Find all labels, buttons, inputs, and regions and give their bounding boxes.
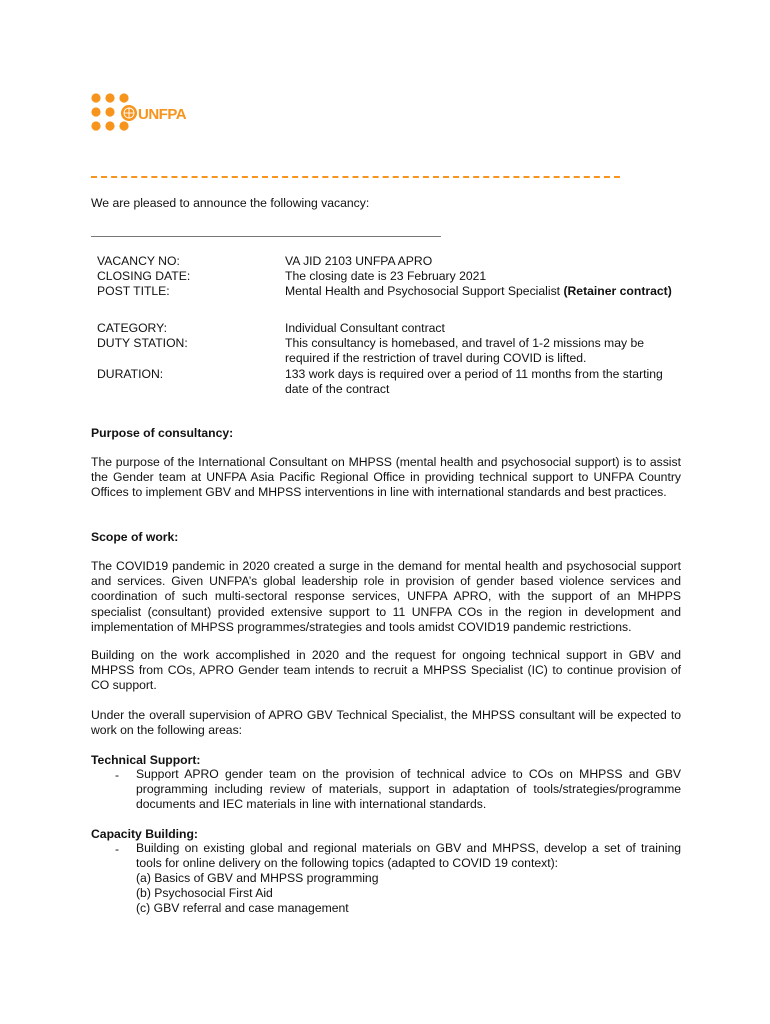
duration-label: DURATION: xyxy=(97,367,164,381)
purpose-text: The purpose of the International Consultant on MHPSS (mental health and psychosocial support) is to assist the Gender team at UNFPA Asia Pacific Regional Office in providing technical support to UNFPA Country Offices to implement GBV and MHPSS interventions in line with international standards and best practices. xyxy=(91,455,681,500)
technical-support-dash: - xyxy=(115,768,120,782)
list-item: (b) Psychosocial First Aid xyxy=(136,886,273,900)
unfpa-logo xyxy=(90,92,190,138)
closing-date-value: The closing date is 23 February 2021 xyxy=(285,269,487,283)
category-value: Individual Consultant contract xyxy=(285,321,445,335)
scope-paragraph-1: The COVID19 pandemic in 2020 created a surge in the demand for mental health and psychosocial support and services. Given UNFPA’s global leadership role in provision of gender based violence services and coordination of such multi-sectoral response services, UNFPA APRO, with the support of an MHPPS specialist (consultant) provided extensive support to 11 UNFPA COs in the region in development and implementation of MHPSS programmes/strategies and tools amidst COVID19 pandemic restrictions. xyxy=(91,559,681,634)
technical-support-bullet: Support APRO gender team on the provision of technical advice to COs on MHPSS and GBV programming including review of materials, support in adaptation of tools/strategies/programme documents and IEC materials in line with international standards. xyxy=(136,767,681,812)
post-title-text: Mental Health and Psychosocial Support Specialist xyxy=(285,284,561,298)
list-item: (a) Basics of GBV and MHPSS programming xyxy=(136,871,379,885)
duty-station-value: This consultancy is homebased, and travel of 1-2 missions may be required if the restriction of travel during COVID is lifted. xyxy=(285,336,645,365)
duration-value: 133 work days is required over a period of 11 months from the starting date of the contract xyxy=(285,367,663,396)
duty-station-label: DUTY STATION: xyxy=(97,336,188,350)
vacancy-no-value: VA JID 2103 UNFPA APRO xyxy=(285,254,433,268)
unfpa-logo-graphic xyxy=(90,92,190,138)
post-title-bold: (Retainer contract) xyxy=(563,284,672,298)
capacity-building-dash: - xyxy=(115,842,120,856)
purpose-heading: Purpose of consultancy: xyxy=(91,426,234,440)
vacancy-no-label: VACANCY NO: xyxy=(97,254,180,268)
orange-divider xyxy=(91,176,620,178)
capacity-building-heading: Capacity Building: xyxy=(91,827,198,841)
intro-text: We are pleased to announce the following vacancy: xyxy=(91,196,370,210)
svg-text:UNFPA: UNFPA xyxy=(138,106,187,123)
divider xyxy=(91,236,441,237)
post-title-value xyxy=(285,284,681,299)
capacity-building-bullet: Building on existing global and regional materials on GBV and MHPSS, develop a set of training tools for online delivery on the following topics (adapted to COVID 19 context): xyxy=(136,841,681,871)
scope-heading: Scope of work: xyxy=(91,530,179,544)
list-item: (c) GBV referral and case management xyxy=(136,901,349,915)
technical-support-heading: Technical Support: xyxy=(91,753,201,767)
post-title-label: POST TITLE: xyxy=(97,284,170,298)
scope-paragraph-3: Under the overall supervision of APRO GBV Technical Specialist, the MHPSS consultant will be expected to work on the following areas: xyxy=(91,708,681,738)
category-label: CATEGORY: xyxy=(97,321,167,335)
scope-paragraph-2: Building on the work accomplished in 2020 and the request for ongoing technical support in GBV and MHPSS from COs, APRO Gender team intends to recruit a MHPSS Specialist (IC) to continue provision of CO support. xyxy=(91,648,681,693)
closing-date-label: CLOSING DATE: xyxy=(97,269,191,283)
